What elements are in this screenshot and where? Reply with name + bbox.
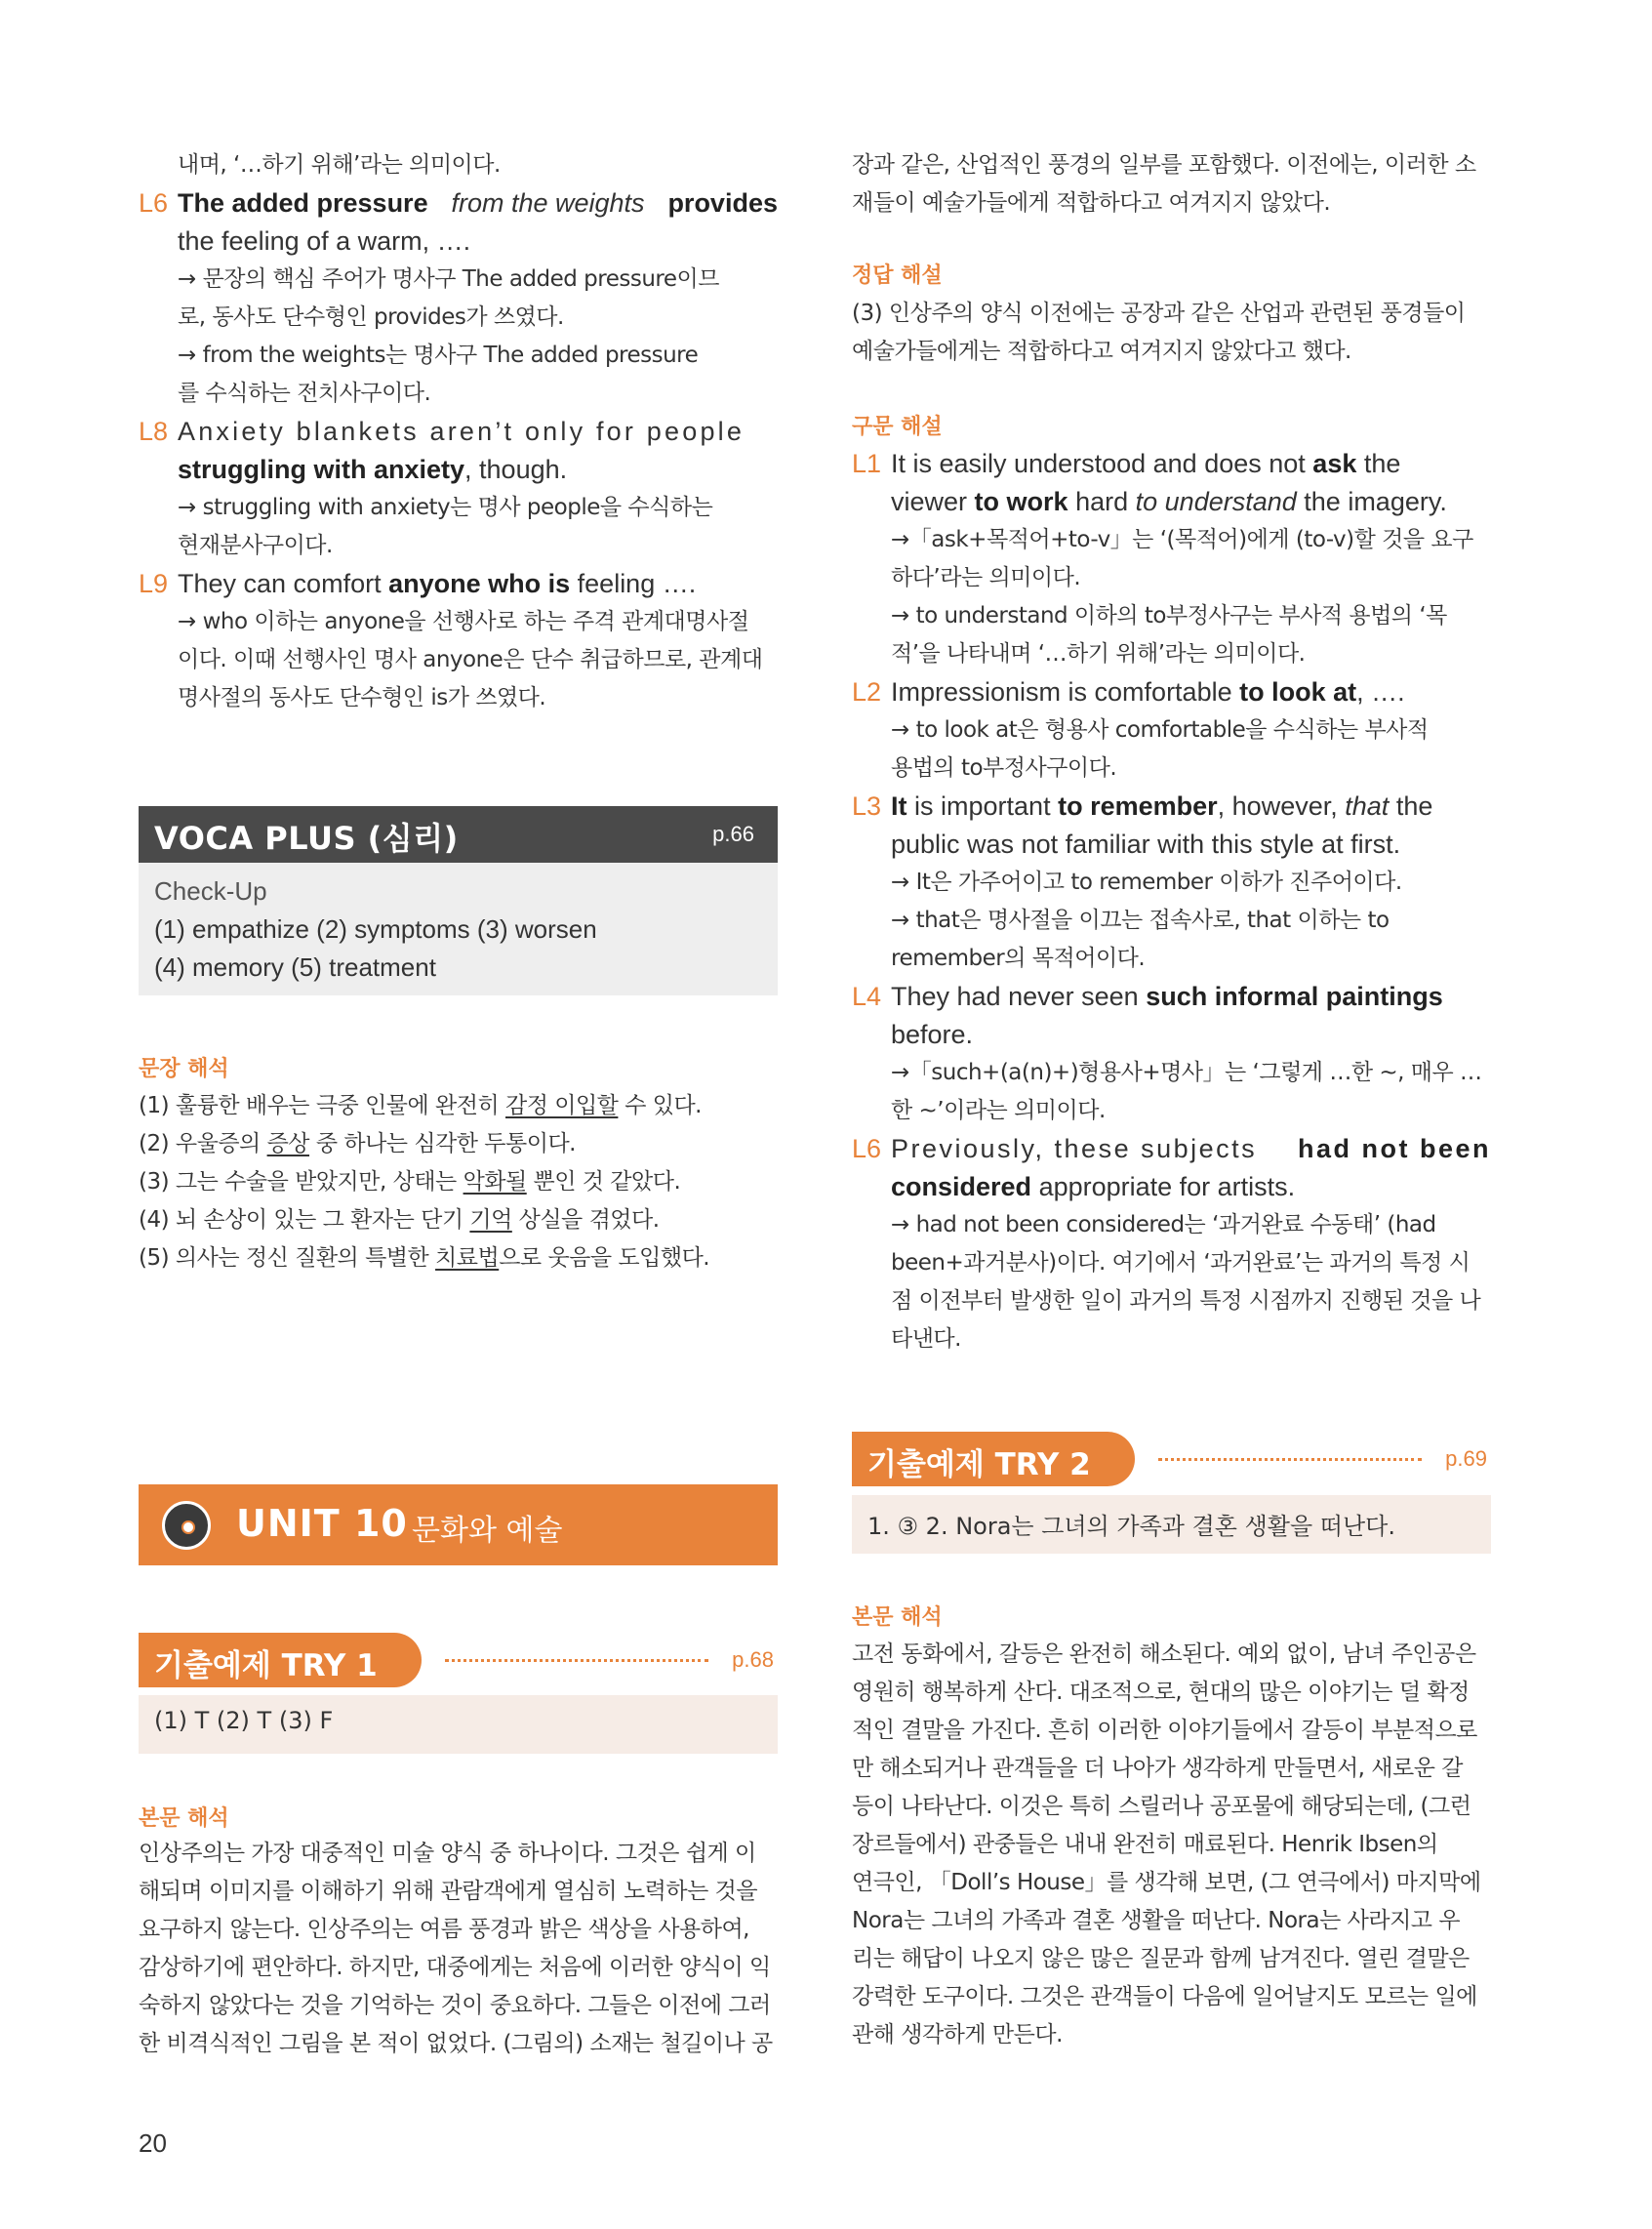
dotted-leader — [1158, 1458, 1422, 1461]
explanation: → had not been considered는 ‘과거완료 수동태’ (had — [891, 1212, 1436, 1237]
english-sentence: Previously, these subjects had not been — [891, 1134, 1491, 1163]
translation-item: (3) 그는 수술을 받았지만, 상태는 악화될 뿐인 것 같았다. — [139, 1169, 681, 1195]
dotted-leader — [445, 1659, 708, 1662]
voca-plus-header — [139, 806, 778, 863]
body-translation-continued: 장과 같은, 산업적인 풍경의 일부를 포함했다. 이전에는, 이러한 소 재들이 예술가들에게 적합하다고 여겨지지 않았다. — [852, 152, 1476, 216]
translation-item: (2) 우울증의 증상 중 하나는 심각한 두통이다. — [139, 1131, 576, 1156]
section-title-body: 본문 해석 — [852, 1605, 943, 1630]
unit-number: UNIT 10 — [236, 1502, 408, 1545]
line-label: L8 — [139, 417, 169, 446]
note-L6: L6 The added pressure from the weights provides the feeling of a warm, …. → 문장의 핵심 주어가 명사구 The added pressure이므 로, 동사도 단수형인 provides가 쓰였다. → from the weights는 명사구 The added pressure 를 수식하는 전치사구이다. — [139, 184, 778, 413]
note-L9: L9 They can comfort anyone who is feeling …. → who 이하는 anyone을 선행사로 하는 주격 관계대명사절 이다. 이때 선행사인 명사 anyone은 단수 취급하므로, 관계대 명사절의 동사도 단수형인 is가 쓰였다. — [139, 565, 778, 717]
voca-plus-title: VOCA PLUS (심리) — [154, 820, 459, 857]
english-sentence: It is easily understood and does not ask the — [891, 449, 1401, 478]
line-label: L6 — [852, 1134, 882, 1163]
try2-answers: 1. ③ 2. Nora는 그녀의 가족과 결혼 생활을 떠난다. — [867, 1513, 1395, 1540]
translation-item: (4) 뇌 손상이 있는 그 환자는 단기 기억 상실을 겪었다. — [139, 1207, 660, 1233]
explanation: →「such+(a(n)+)형용사+명사」는 ‘그렇게 …한 ~, 매우 … — [891, 1060, 1482, 1085]
explanation: → 문장의 핵심 주어가 명사구 The added pressure이므 — [178, 266, 719, 292]
line-label: L3 — [852, 791, 882, 821]
sentence-translations — [139, 1087, 778, 1277]
explanation: → It은 가주어이고 to remember 이하가 진주어이다. — [891, 870, 1402, 895]
unit-banner — [139, 1484, 778, 1565]
intro-line: 내며, ‘…하기 위해’라는 의미이다. — [178, 152, 501, 178]
line-label: L2 — [852, 677, 882, 707]
english-sentence: The added pressure from the weights provides — [178, 188, 778, 218]
note-L6-right: L6 Previously, these subjects had not been considered appropriate for artists. → had not been considered는 ‘과거완료 수동태’ (had been+과거분사)이다. 여기에서 ‘과거완료’는 과거의 특정 시 점 이전부터 발생한 일이 과거의 특정 시점까지 진행된 것을 나 타낸다. — [852, 1130, 1491, 1358]
note-L4: L4 They had never seen such informal paintings before. →「such+(a(n)+)형용사+명사」는 ‘그렇게 …한 ~, 매우 … 한 ~’이라는 의미이다. — [852, 978, 1491, 1130]
page-reference: p.69 — [1445, 1446, 1487, 1471]
translation-item: (1) 훌륭한 배우는 극중 인물에 완전히 감정 이입할 수 있다. — [139, 1093, 702, 1118]
note-L8: L8 Anxiety blankets aren’t only for people struggling with anxiety, though. → struggling with anxiety는 명사 people을 수식하는 현재분사구이다. — [139, 413, 778, 565]
note-L2: L2 Impressionism is comfortable to look at, …. → to look at은 형용사 comfortable을 수식하는 부사적 용법의 to부정사구이다. — [852, 673, 1491, 788]
line-label: L1 — [852, 449, 882, 478]
page-reference: p.68 — [732, 1647, 774, 1672]
english-sentence: They had never seen such informal paintings — [891, 982, 1443, 1011]
english-sentence: Impressionism is comfortable to look at, …. — [891, 677, 1405, 707]
note-L1: L1 It is easily understood and does not ask the viewer to work hard to understand the imagery. →「ask+목적어+to-v」는 ‘(목적어)에게 (to-v)할 것을 요구 하다’라는 의미이다. → to understand 이하의 to부정사구는 부사적 용법의 ‘목 적’을 나타내며 ‘…하기 위해’라는 의미이다. — [852, 445, 1491, 673]
translation-item: (5) 의사는 정신 질환의 특별한 치료법으로 웃음을 도입했다. — [139, 1245, 710, 1271]
section-title-syntax: 구문 해설 — [852, 415, 943, 439]
voca-plus-box — [139, 863, 778, 995]
body-translation: 인상주의는 가장 대중적인 미술 양식 중 하나이다. 그것은 쉽게 이 해되며 이미지를 이해하기 위해 관람객에게 열심히 노력하는 것을 요구하지 않는다. 인상주의는 여름 풍경과 밝은 색상을 사용하여, 감상하기에 편안하다. 하지만, 대중에게는 처음에 이러한 양식이 익 숙하지 않았다는 것을 기억하는 것이 중요하다. 그들은 이전에 그러 한 비격식적인 그림을 본 적이 없었다. (그림의) 소재는 철길이나 공 — [139, 1841, 773, 2056]
body-translation: 고전 동화에서, 갈등은 완전히 해소된다. 예외 없이, 남녀 주인공은 영원히 행복하게 산다. 대조적으로, 현대의 많은 이야기는 덜 확정 적인 결말을 가진다. 흔히 이러한 이야기들에서 갈등이 부분적으로 만 해소되거나 관객들을 더 나아가 생각하게 만들면서, 새로운 갈 등이 나타난다. 이것은 특히 스릴러나 공포물에 해당되는데, (그런 장르들에서) 관중들은 내내 완전히 매료된다. Henrik Ibsen의 연극인, 「Doll’s House」를 생각해 보면, (그 연극에서) 마지막에 Nora는 그녀의 가족과 결혼 생활을 떠난다. Nora는 사라지고 우 리는 해답이 나오지 않은 많은 질문과 함께 남겨진다. 열린 결말은 강력한 도구이다. 그것은 관객들이 다음에 일어날지도 모르는 일에 관해 생각하게 만든다. — [852, 1641, 1481, 2047]
explanation: → from the weights는 명사구 The added pressure — [178, 343, 699, 368]
section-title-answer: 정답 해설 — [852, 263, 943, 288]
disc-icon — [162, 1501, 211, 1550]
voca-answers-1: (1) empathize (2) symptoms (3) worsen — [154, 914, 597, 944]
try2-tab: 기출예제 TRY 2 — [852, 1432, 1135, 1486]
try1-answer-box — [139, 1695, 778, 1754]
note-L3: L3 It is important to remember, however, that the public was not familiar with this style at first. → It은 가주어이고 to remember 이하가 진주어이다. → that은 명사절을 이끄는 접속사로, that 이하는 to remember의 목적어이다. — [852, 788, 1491, 978]
explanation: → who 이하는 anyone을 선행사로 하는 주격 관계대명사절 — [178, 609, 749, 634]
explanation: → that은 명사절을 이끄는 접속사로, that 이하는 to — [891, 908, 1390, 933]
section-title-body: 본문 해석 — [139, 1806, 229, 1831]
explanation: → struggling with anxiety는 명사 people을 수식하는 — [178, 495, 713, 520]
unit-title: 문화와 예술 — [412, 1514, 563, 1548]
explanation: →「ask+목적어+to-v」는 ‘(목적어)에게 (to-v)할 것을 요구 — [891, 527, 1473, 552]
explanation: → to understand 이하의 to부정사구는 부사적 용법의 ‘목 — [891, 603, 1447, 628]
check-up-label: Check-Up — [154, 876, 267, 906]
line-label: L6 — [139, 188, 169, 218]
line-label: L9 — [139, 569, 169, 598]
english-sentence: They can comfort anyone who is feeling …. — [178, 569, 697, 598]
try1-tab: 기출예제 TRY 1 — [139, 1633, 422, 1687]
explanation: → to look at은 형용사 comfortable을 수식하는 부사적 — [891, 717, 1429, 743]
answer-explanation: (3) 인상주의 양식 이전에는 공장과 같은 산업과 관련된 풍경들이 예술가들에게는 적합하다고 여겨지지 않았다고 했다. — [852, 301, 1466, 364]
try1-answers: (1) T (2) T (3) F — [154, 1707, 334, 1734]
page-reference: p.66 — [712, 822, 754, 846]
page-number: 20 — [139, 2128, 167, 2158]
english-sentence: It is important to remember, however, that the — [891, 791, 1433, 821]
section-title-sentences: 문장 해석 — [139, 1057, 229, 1081]
voca-answers-2: (4) memory (5) treatment — [154, 952, 436, 982]
line-label: L4 — [852, 982, 882, 1011]
try2-answer-box — [852, 1495, 1491, 1554]
english-sentence: struggling with anxiety, though. — [178, 455, 568, 484]
